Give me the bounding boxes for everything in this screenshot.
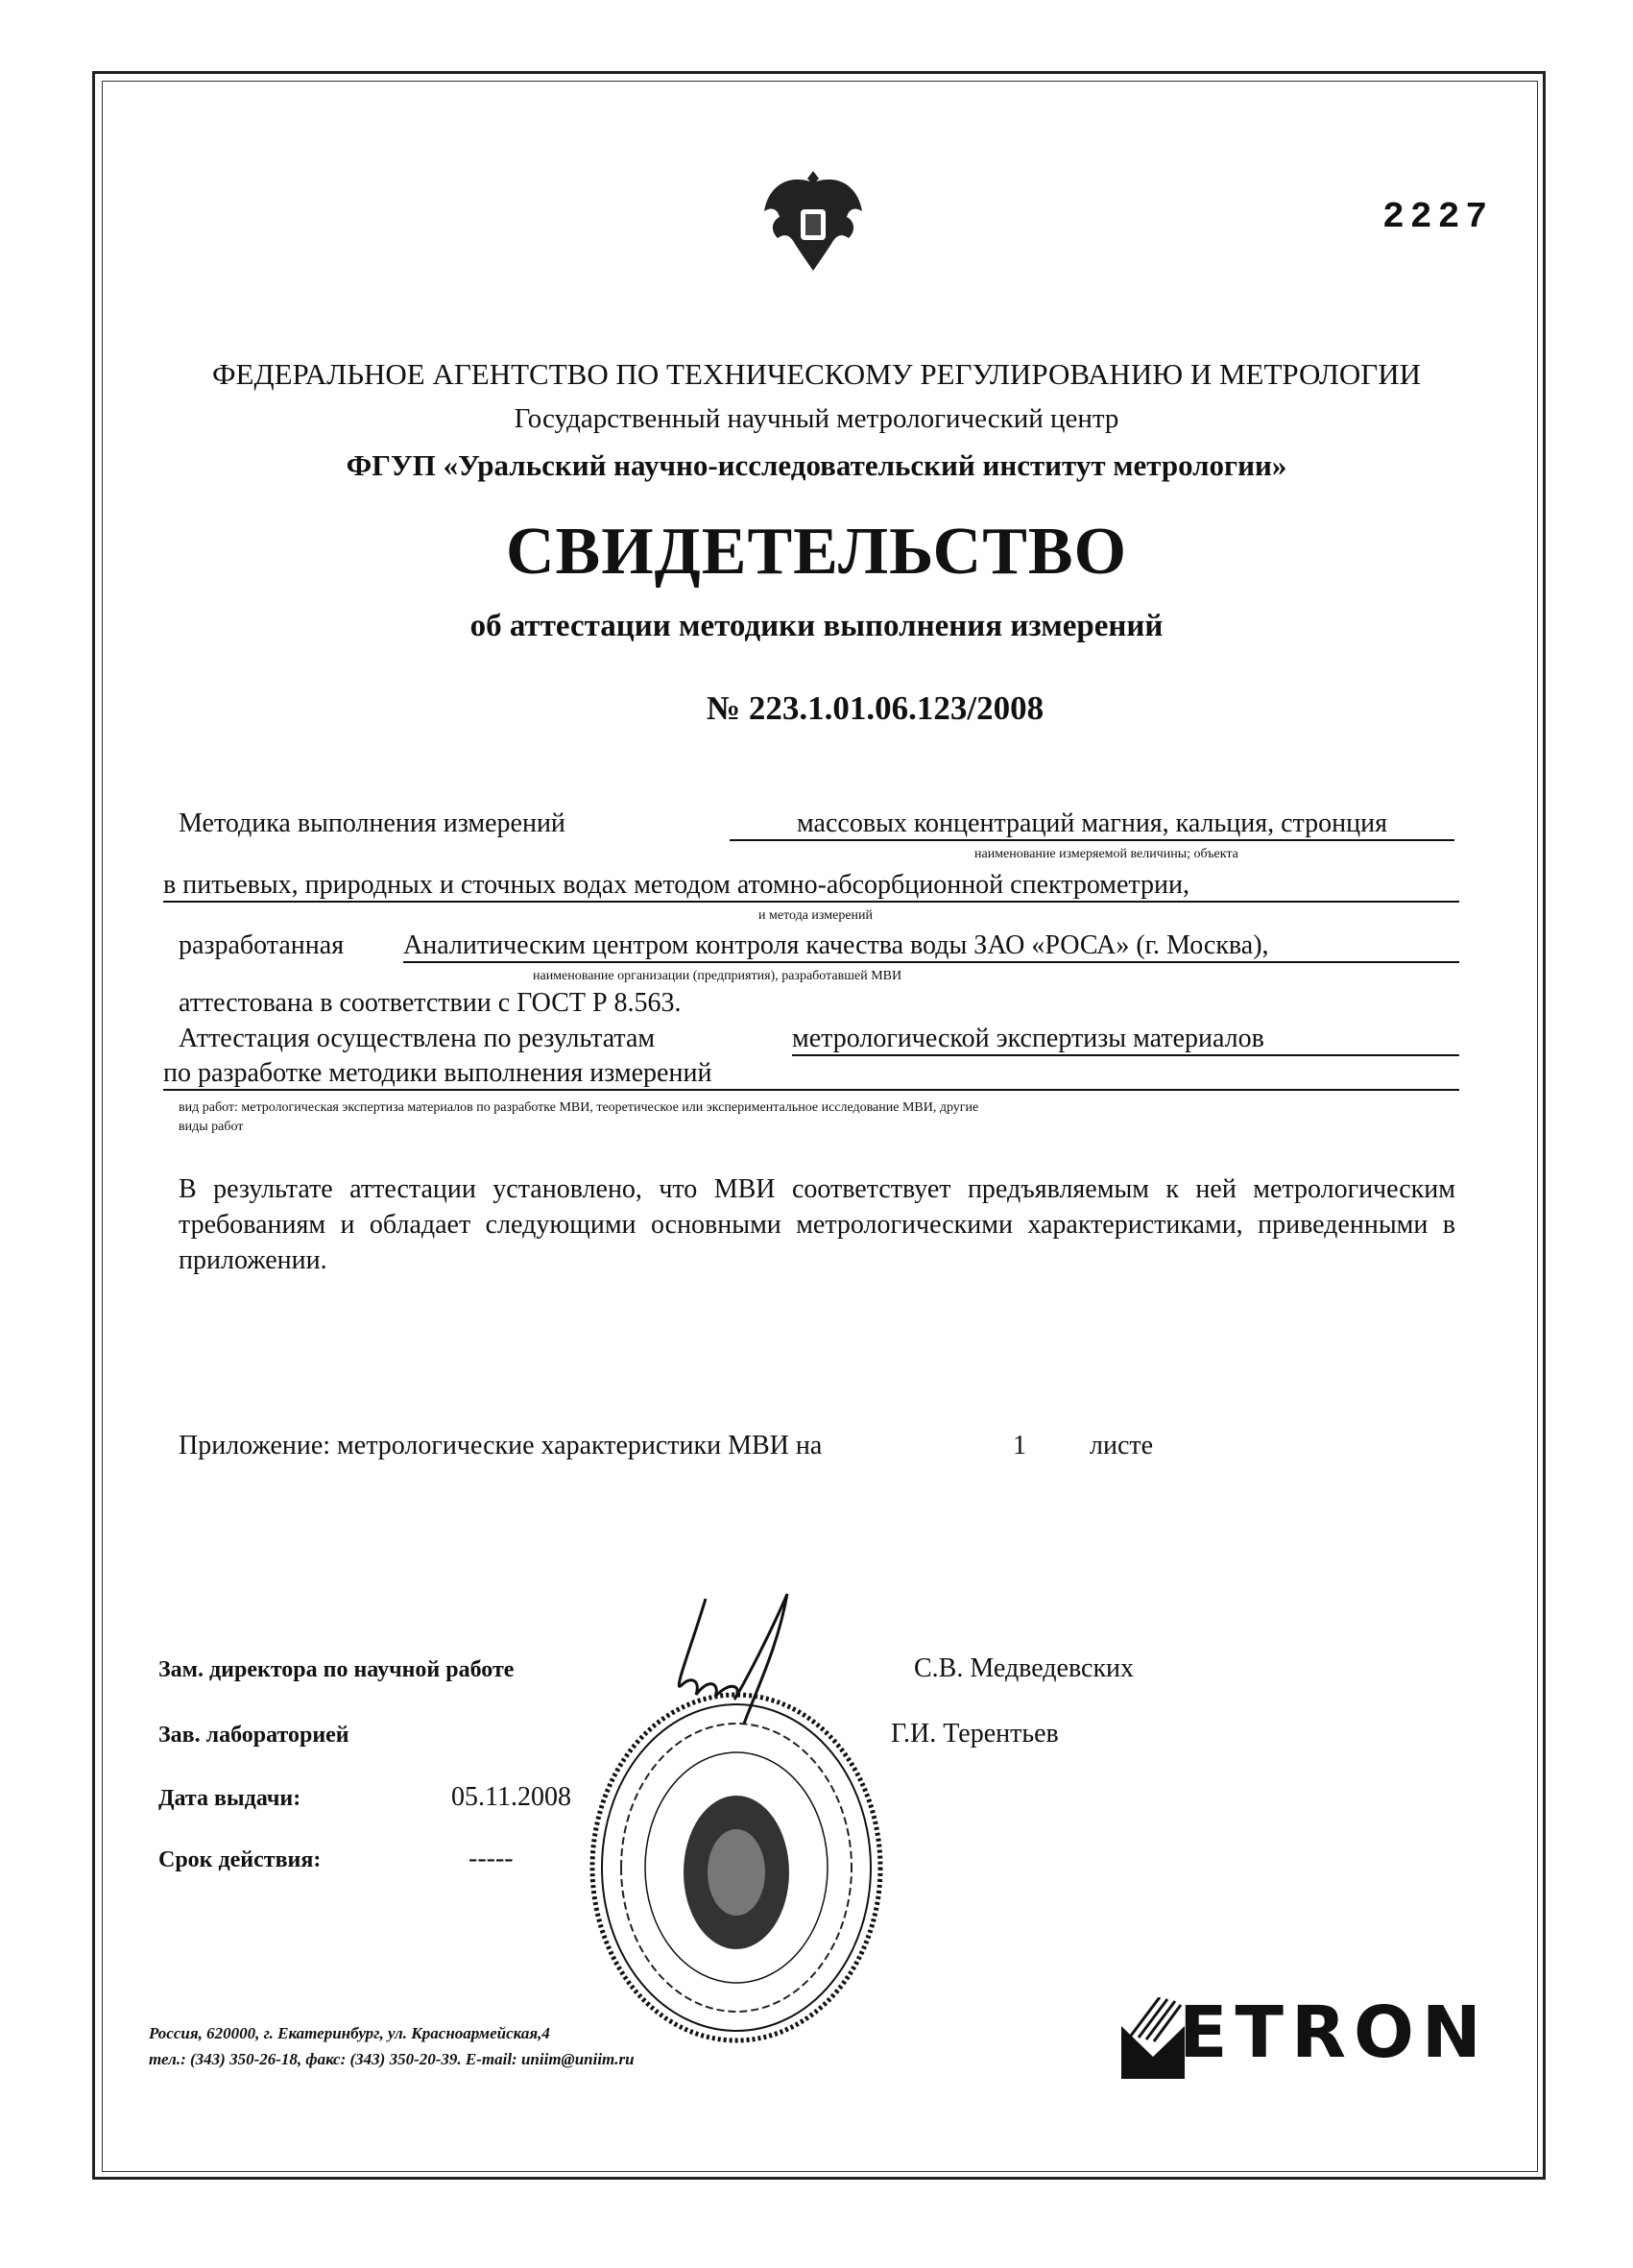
attestation-value-2: по разработке методики выполнения измерений [163,1058,1459,1091]
caption-method: и метода измерений [758,908,874,923]
developed-label: разработанная [179,930,345,960]
conclusion-paragraph: В результате аттестации установлено, что МВИ соответствует предъявляемым к ней метрологическим требованиям и обладает следующими основными метрологическими характеристиками, приведенными в приложении. [179,1174,1455,1275]
deputy-director-name: С.В. Медведевских [914,1653,1135,1683]
caption-measured-quantity: наименование измеряемой величины; объекта [974,847,1238,861]
coat-of-arms-emblem [758,163,869,278]
footer-address: Россия, 620000, г. Екатеринбург, ул. Красноармейская,4 [149,2024,550,2042]
metron-m-mark-icon [1121,1997,1185,2079]
document-title: СВИДЕТЕЛЬСТВО [505,515,1128,589]
deputy-director-label: Зам. директора по научной работе [158,1657,515,1682]
official-seal [588,1690,885,2045]
center-name: Государственный научный метрологический центр [514,403,1119,434]
footer-contacts: тел.: (343) 350-26-18, факс: (343) 350-20-39. E-mail: uniim@uniim.ru [149,2050,635,2068]
agency-name: ФЕДЕРАЛЬНОЕ АГЕНТСТВО ПО ТЕХНИЧЕСКОМУ РЕГУЛИРОВАНИЮ И МЕТРОЛОГИИ [212,357,1421,391]
appendix-unit: листе [1090,1431,1154,1460]
issue-date: 05.11.2008 [451,1782,571,1812]
appendix-count: 1 [1013,1431,1026,1460]
certificate-number: № 223.1.01.06.123/2008 [707,689,1045,727]
caption-organization: наименование организации (предприятия), разработавшей МВИ [533,969,902,983]
attestation-value-1: метрологической экспертизы материалов [792,1024,1459,1056]
attestation-label: Аттестация осуществлена по результатам [179,1024,656,1053]
lab-head-label: Зав. лабораторией [158,1723,349,1748]
developer-organization: Аналитическим центром контроля качества воды ЗАО «РОСА» (г. Москва), [403,930,1459,963]
method-label: Методика выполнения измерений [179,808,565,838]
method-value-2: в питьевых, природных и сточных водах методом атомно-абсорбционной спектрометрии, [163,870,1459,903]
certified-text: аттестована в соответствии с ГОСТ Р 8.563. [179,988,682,1018]
document-subtitle: об аттестации методики выполнения измерений [469,609,1164,643]
caption-work-type-2: виды работ [179,1120,244,1134]
issue-date-label: Дата выдачи: [158,1786,301,1811]
validity-value: ----- [468,1844,514,1873]
appendix-label: Приложение: метрологические характеристики МВИ на [179,1431,823,1460]
metron-logo-text: ETRON [1179,1991,1489,2074]
method-value-1: массовых концентраций магния, кальция, стронция [730,808,1454,841]
validity-label: Срок действия: [158,1847,322,1872]
document-number: 2227 [1382,197,1494,238]
institute-name: ФГУП «Уральский научно-исследовательский институт метрологии» [346,448,1287,482]
lab-head-name: Г.И. Терентьев [891,1719,1059,1749]
caption-work-type: вид работ: метрологическая экспертиза материалов по разработке МВИ, теоретическое или экспериментальное исследование МВИ, другие [179,1100,979,1115]
